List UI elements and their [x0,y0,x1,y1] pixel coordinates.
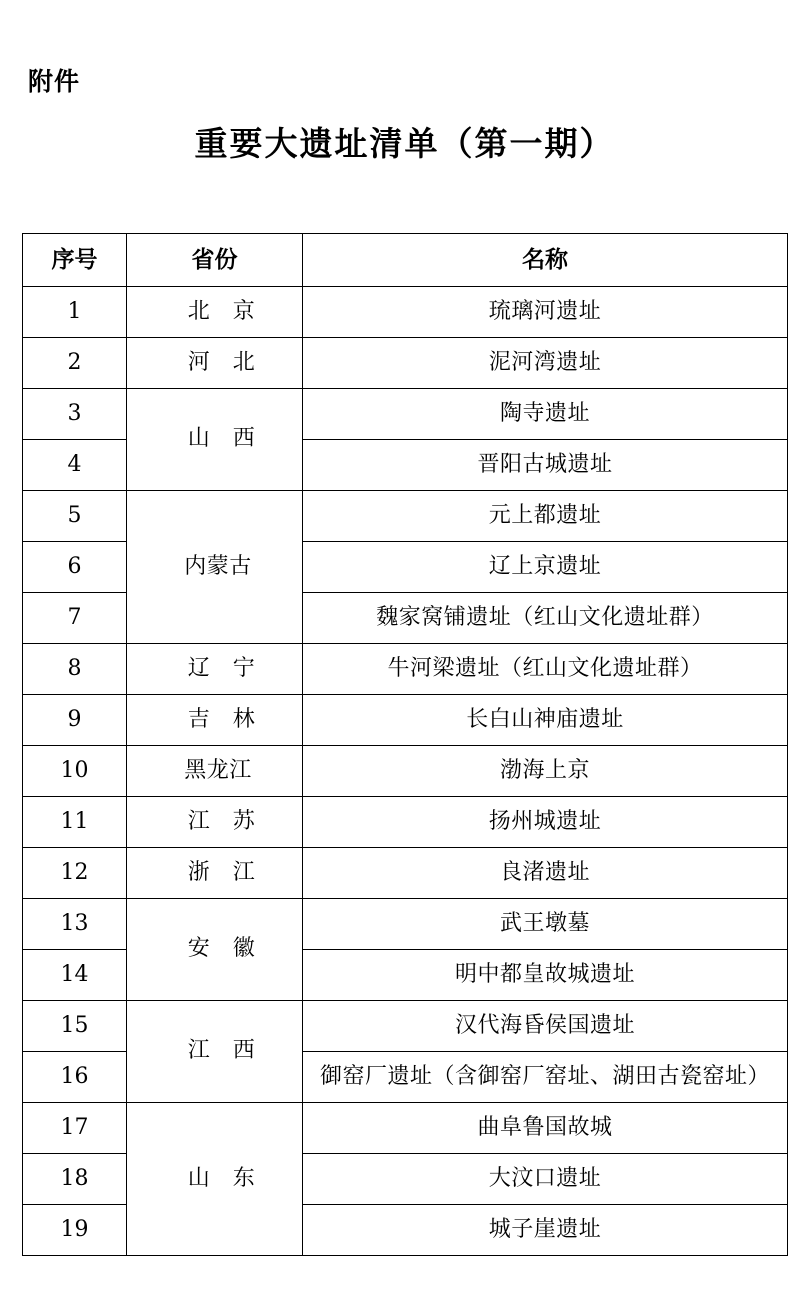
cell-province: 安 徽 [127,899,303,1001]
table-row [23,1103,788,1154]
table-row [23,338,788,389]
cell-index: 5 [23,491,127,542]
cell-name: 武王墩墓 [303,899,788,950]
cell-province: 河 北 [127,338,303,389]
cell-name: 元上都遗址 [303,491,788,542]
cell-name: 汉代海昏侯国遗址 [303,1001,788,1052]
cell-index: 3 [23,389,127,440]
table-row [23,746,788,797]
table-header-row [23,234,788,287]
table-row [23,848,788,899]
cell-name: 牛河梁遗址（红山文化遗址群） [303,644,788,695]
cell-name: 辽上京遗址 [303,542,788,593]
cell-name: 晋阳古城遗址 [303,440,788,491]
cell-name: 魏家窝铺遗址（红山文化遗址群） [303,593,788,644]
table-row [23,1001,788,1052]
cell-name: 曲阜鲁国故城 [303,1103,788,1154]
cell-province: 山 东 [127,1103,303,1256]
cell-index: 19 [23,1205,127,1256]
cell-province: 江 苏 [127,797,303,848]
cell-index: 15 [23,1001,127,1052]
cell-index: 9 [23,695,127,746]
table-row [23,797,788,848]
cell-name: 大汶口遗址 [303,1154,788,1205]
cell-name: 渤海上京 [303,746,788,797]
table-row [23,491,788,542]
page-title: 重要大遗址清单（第一期） [194,124,615,163]
column-header-index: 序号 [23,234,127,287]
column-header-province: 省份 [127,234,303,287]
cell-province: 吉 林 [127,695,303,746]
cell-index: 11 [23,797,127,848]
table-row [23,287,788,338]
cell-index: 4 [23,440,127,491]
cell-name: 长白山神庙遗址 [303,695,788,746]
cell-index: 8 [23,644,127,695]
cell-name: 良渚遗址 [303,848,788,899]
cell-province: 山 西 [127,389,303,491]
cell-province: 北 京 [127,287,303,338]
cell-province: 黑龙江 [127,746,303,797]
cell-index: 1 [23,287,127,338]
cell-index: 17 [23,1103,127,1154]
cell-index: 12 [23,848,127,899]
cell-index: 10 [23,746,127,797]
cell-name: 明中都皇故城遗址 [303,950,788,1001]
table-row [23,899,788,950]
attachment-label: 附件 [28,67,81,96]
cell-index: 16 [23,1052,127,1103]
cell-index: 13 [23,899,127,950]
cell-name: 御窑厂遗址（含御窑厂窑址、湖田古瓷窑址） [303,1052,788,1103]
heritage-sites-table [22,233,788,1256]
cell-index: 18 [23,1154,127,1205]
cell-index: 6 [23,542,127,593]
cell-name: 琉璃河遗址 [303,287,788,338]
cell-index: 7 [23,593,127,644]
cell-province: 辽 宁 [127,644,303,695]
cell-name: 城子崖遗址 [303,1205,788,1256]
cell-province: 浙 江 [127,848,303,899]
table-row [23,695,788,746]
cell-name: 泥河湾遗址 [303,338,788,389]
column-header-name: 名称 [303,234,788,287]
table-row [23,644,788,695]
cell-province: 内蒙古 [127,491,303,644]
table-row [23,389,788,440]
cell-index: 14 [23,950,127,1001]
cell-index: 2 [23,338,127,389]
cell-name: 扬州城遗址 [303,797,788,848]
cell-name: 陶寺遗址 [303,389,788,440]
cell-province: 江 西 [127,1001,303,1103]
